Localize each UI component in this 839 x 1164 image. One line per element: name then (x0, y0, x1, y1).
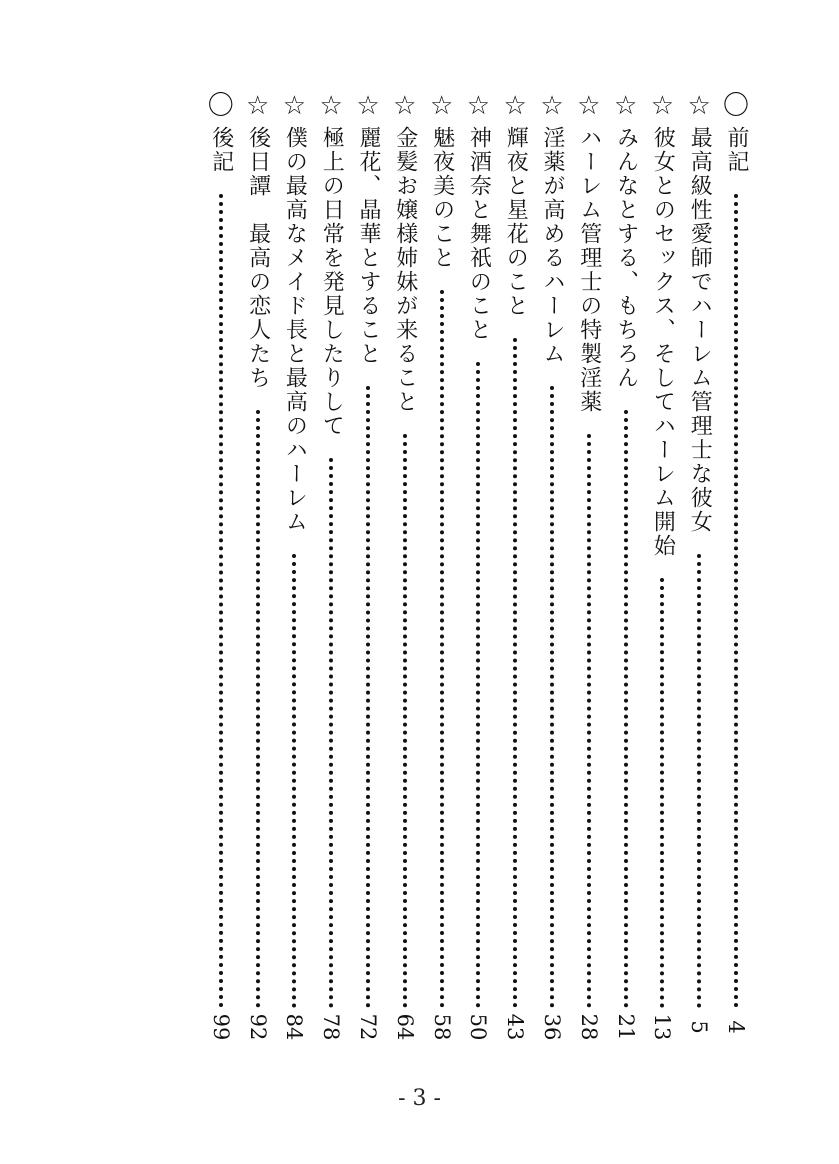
star-mark-icon: ☆ (466, 91, 491, 121)
star-mark-icon: ☆ (540, 91, 564, 121)
toc-page-number-text: 5 (687, 1020, 712, 1034)
toc-entry (608, 92, 644, 1042)
toc-page-number-text: 43 (503, 1013, 528, 1041)
toc-page-number-text: 92 (245, 1013, 270, 1041)
star-mark-icon: ☆ (650, 91, 675, 121)
toc-entry (497, 92, 533, 1042)
toc-page-number (319, 1012, 343, 1042)
dot-leader (292, 554, 296, 1008)
star-mark-icon: ☆ (503, 91, 527, 121)
star-mark-icon: ☆ (319, 91, 343, 121)
dot-leader (476, 362, 480, 1008)
dot-leader (329, 458, 333, 1008)
toc-entry-title: 最高級性愛師でハーレム管理士な彼女 (687, 126, 713, 534)
dot-leader (624, 410, 628, 1008)
star-mark-icon: ☆ (393, 91, 417, 121)
dot-leader (734, 194, 738, 1008)
toc-entry-title: 輝夜と星花のこと (503, 126, 529, 318)
toc-page-number-text: 64 (392, 1013, 417, 1041)
toc-page-number-text: 78 (319, 1013, 344, 1041)
dot-leader (403, 434, 407, 1008)
toc-page-number-text: 99 (208, 1013, 233, 1041)
toc-page-number (466, 1012, 490, 1042)
star-mark-icon: ☆ (245, 91, 270, 121)
toc-entry-title: 金髪お嬢様姉妹が来ること (392, 126, 418, 414)
toc-entry (718, 92, 754, 1042)
toc-entry-title: 神酒奈と舞祇のこと (466, 126, 492, 342)
toc-page-number-text: 84 (282, 1013, 307, 1041)
toc-entry (276, 92, 312, 1042)
toc-page-number-text: 50 (466, 1013, 491, 1041)
toc-entry (681, 92, 717, 1042)
toc-page-number (503, 1012, 527, 1042)
toc-page-number (650, 1012, 674, 1042)
star-mark-icon: ☆ (356, 91, 380, 121)
toc-entry-title: 淫薬が高めるハーレム (540, 126, 565, 366)
toc-page-number (687, 1012, 711, 1042)
dot-leader (550, 386, 554, 1008)
toc-entry-title: 彼女とのセックス、そしてハーレム開始 (650, 126, 676, 558)
star-mark-icon: ☆ (577, 91, 601, 121)
toc-entry-title: ハーレム管理士の特製淫薬 (576, 126, 602, 414)
toc-entry (387, 92, 423, 1042)
toc-page-number-text: 36 (540, 1013, 564, 1041)
toc-page-number (430, 1012, 454, 1042)
star-mark-icon: ☆ (429, 91, 454, 121)
dot-leader (697, 554, 701, 1008)
dot-leader (587, 434, 591, 1008)
toc-page-number-text: 58 (429, 1013, 454, 1041)
dot-leader (660, 578, 664, 1008)
toc-page-number (209, 1012, 233, 1042)
toc-page-number (393, 1012, 417, 1042)
toc-entry (350, 92, 386, 1042)
dot-leader (366, 386, 370, 1008)
page-number-footer: - 3 - (398, 1086, 441, 1111)
toc-page-number-text: 28 (576, 1013, 601, 1041)
star-mark-icon: ☆ (282, 91, 307, 121)
toc-entry (571, 92, 607, 1042)
toc-entry-title: 後日譚 最高の恋人たち (245, 126, 271, 390)
toc-entry-title: 魅夜美のこと (429, 126, 455, 270)
dot-leader (440, 290, 444, 1008)
toc-entry-title: 僕の最高なメイド長と最高のハーレム (282, 126, 308, 534)
toc-page-number-text: 72 (356, 1013, 380, 1041)
toc-entry-title: みんなとする、もちろん (613, 126, 639, 390)
toc-page-number (724, 1012, 748, 1042)
toc-entry (424, 92, 460, 1042)
toc-page-number (356, 1012, 380, 1042)
dot-leader (219, 194, 223, 1008)
circle-mark-icon: 〇 (207, 91, 234, 121)
toc-entry-title: 後記 (208, 126, 234, 174)
star-mark-icon: ☆ (613, 91, 638, 121)
dot-leader (513, 338, 517, 1008)
toc-page-number (614, 1012, 638, 1042)
toc-entry (534, 92, 570, 1042)
dot-leader (256, 410, 260, 1008)
toc-page-number-text: 13 (650, 1013, 675, 1041)
toc-entry-title: 極上の日常を発見したりして (319, 126, 345, 438)
toc-entry (313, 92, 349, 1042)
star-mark-icon: ☆ (687, 91, 711, 121)
toc-entry (203, 92, 239, 1042)
toc-page-number-text: 4 (724, 1020, 748, 1034)
toc-entry (240, 92, 276, 1042)
toc-page-number (540, 1012, 564, 1042)
toc-entry (460, 92, 496, 1042)
toc-entry (644, 92, 680, 1042)
toc-page-number (282, 1012, 306, 1042)
toc-entry-title: 麗花、晶華とすること (356, 126, 381, 366)
circle-mark-icon: 〇 (722, 91, 749, 121)
toc-entry-title: 前記 (724, 126, 749, 174)
toc-page-number (577, 1012, 601, 1042)
toc-page-number (246, 1012, 270, 1042)
toc-page-number-text: 21 (613, 1013, 638, 1041)
